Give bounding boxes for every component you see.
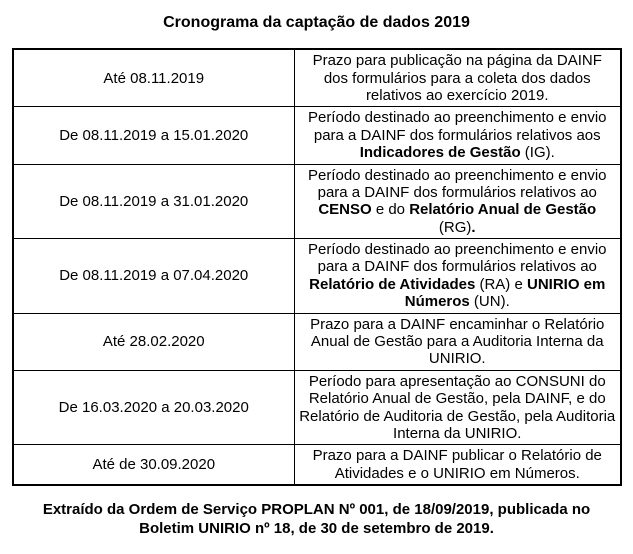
description-segment: (RG) [438, 218, 472, 236]
table-row [13, 313, 621, 370]
description-segment: e do [371, 201, 410, 219]
source-note: Extraído da Ordem de Serviço PROPLAN Nº 001, de 18/09/2019, publicada no Boletim UNIRIO nº 18, de 30 de setembro de 2019. [42, 501, 591, 537]
page-title: Cronograma da captação de dados 2019 [163, 14, 470, 31]
description-segment: Prazo para a DAINF publicar o Relatório de Atividades e o UNIRIO em Números. [312, 447, 602, 482]
schedule-description-cell [295, 313, 621, 370]
description-segment: Prazo para publicação na página da DAINF dos formulários para a coleta dos dados relativos ao exercício 2019. [312, 52, 602, 104]
schedule-date-cell: De 08.11.2019 a 31.01.2020 [13, 164, 295, 239]
description-bold-segment: Relatório de Atividades [309, 275, 476, 293]
schedule-date-cell: Até 28.02.2020 [13, 313, 295, 370]
schedule-date-cell: De 16.03.2020 a 20.03.2020 [13, 370, 295, 445]
description-segment: (RA) e [475, 275, 527, 293]
description-bold-segment: Indicadores de Gestão [359, 144, 521, 162]
description-segment: Período para apresentação ao CONSUNI do Relatório Anual de Gestão, pela DAINF, e do Relatório de Auditoria de Gestão, pela Auditoria Interna da UNIRIO. [299, 372, 616, 442]
schedule-description-cell [295, 445, 621, 485]
table-row [13, 107, 621, 164]
table-row [13, 164, 621, 239]
description-segment: Prazo para a DAINF encaminhar o Relatório Anual de Gestão para a Auditoria Interna da UNIRIO. [310, 315, 605, 368]
table-row [13, 49, 621, 107]
table-row [13, 445, 621, 485]
schedule-description-cell [295, 370, 621, 445]
description-bold-segment: . [471, 218, 476, 236]
schedule-description-cell [295, 107, 621, 164]
schedule-description-cell [295, 49, 621, 107]
description-segment: Período destinado ao preenchimento e envio para a DAINF dos formulários relativos aos [307, 109, 607, 144]
description-segment: Período destinado ao preenchimento e envio para a DAINF dos formulários relativos ao [307, 166, 607, 201]
schedule-date-cell: De 08.11.2019 a 15.01.2020 [13, 107, 295, 164]
description-segment: (UN). [469, 293, 510, 311]
description-segment: (IG). [520, 144, 555, 162]
schedule-date-cell: De 08.11.2019 a 07.04.2020 [13, 239, 295, 314]
schedule-description-cell [295, 164, 621, 239]
description-bold-segment: UNIRIO em Números [404, 275, 606, 311]
schedule-date-cell: Até 08.11.2019 [13, 49, 295, 107]
schedule-table-body [13, 49, 621, 485]
description-bold-segment: Relatório Anual de Gestão [409, 201, 597, 219]
schedule-table [12, 48, 622, 486]
description-segment: Período destinado ao preenchimento e envio para a DAINF dos formulários relativos ao [307, 241, 607, 276]
description-bold-segment: CENSO [318, 201, 372, 219]
schedule-date-cell: Até de 30.09.2020 [13, 445, 295, 485]
table-row [13, 370, 621, 445]
table-row [13, 239, 621, 314]
schedule-description-cell [295, 239, 621, 314]
